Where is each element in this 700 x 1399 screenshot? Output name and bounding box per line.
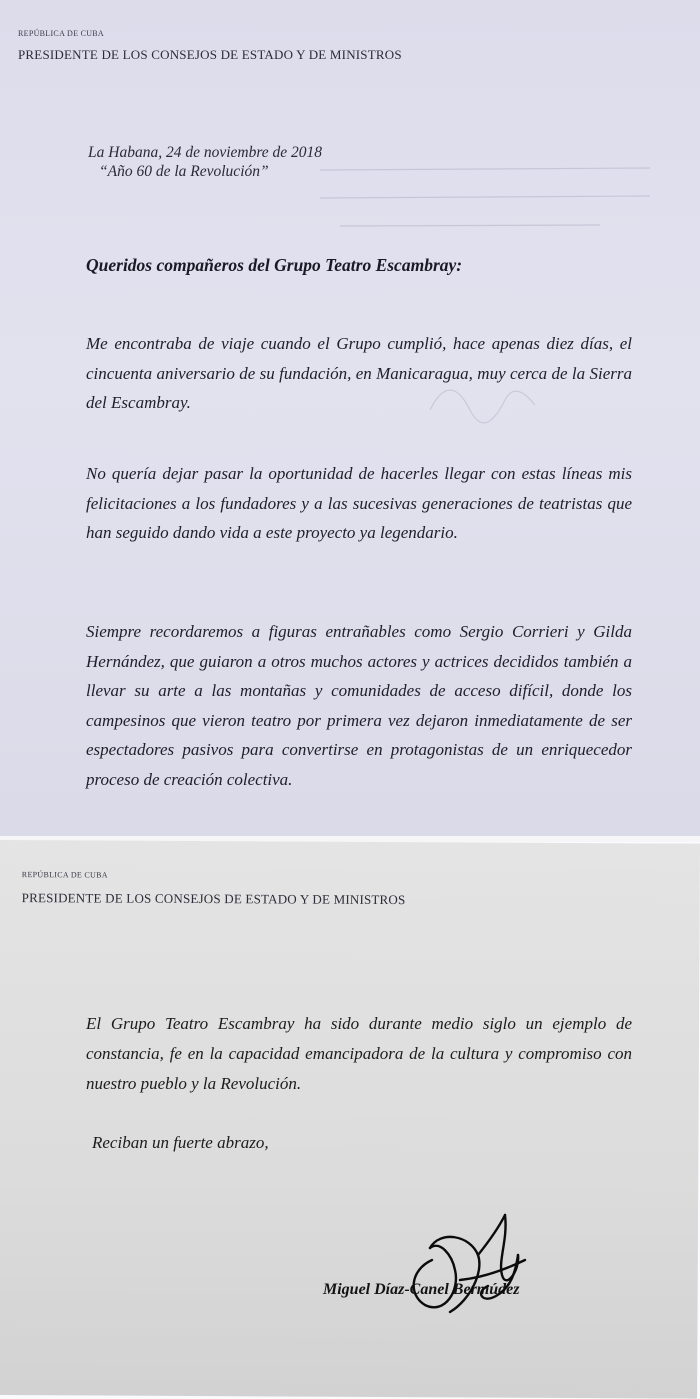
letter-page-2: [0, 840, 700, 1399]
handwritten-signature: [400, 1200, 540, 1320]
show-through-marks: [300, 140, 680, 460]
header-country: REPÚBLICA DE CUBA: [18, 29, 104, 38]
letter-paragraph: El Grupo Teatro Escambray ha sido durante medio siglo un ejemplo de constancia, fe en la capacidad emancipadora de la cultura y compromiso con nuestro pueblo y la Revolución.: [86, 1014, 632, 1093]
letter-paragraph: Siempre recordaremos a figuras entrañables como Sergio Corrieri y Gilda Hernández, que guiaron a otros muchos actores y actrices decididos también a llevar su arte a las montañas y comunidades de acceso difícil, donde los campesinos que vieron teatro por primera vez dejaron inmediatamente de ser espectadores pasivos para convertirse en protagonistas de un enriquecedor proceso de creación colectiva.: [86, 622, 632, 789]
header-office: PRESIDENTE DE LOS CONSEJOS DE ESTADO Y DE MINISTROS: [18, 47, 402, 62]
signer-name: Miguel Díaz-Canel Bermúdez: [323, 1281, 520, 1298]
letter-paragraph: No quería dejar pasar la oportunidad de hacerles llegar con estas líneas mis felicitaciones a los fundadores y a las sucesivas generaciones de teatristas que han seguido dando vida a este proyecto ya legendario.: [86, 464, 632, 542]
letter-paragraph: Me encontraba de viaje cuando el Grupo cumplió, hace apenas diez días, el cincuenta aniversario de su fundación, en Manicaragua, muy cerca de la Sierra del Escambray.: [86, 334, 632, 412]
letter-salutation: Queridos compañeros del Grupo Teatro Escambray:: [86, 255, 463, 275]
letter-closing: Reciban un fuerte abrazo,: [92, 1133, 269, 1152]
header-country: REPÚBLICA DE CUBA: [21, 870, 108, 880]
letter-motto: “Año 60 de la Revolución”: [99, 163, 269, 180]
header-office: PRESIDENTE DE LOS CONSEJOS DE ESTADO Y DE MINISTROS: [21, 890, 406, 908]
letter-date: La Habana, 24 de noviembre de 2018: [88, 144, 323, 161]
